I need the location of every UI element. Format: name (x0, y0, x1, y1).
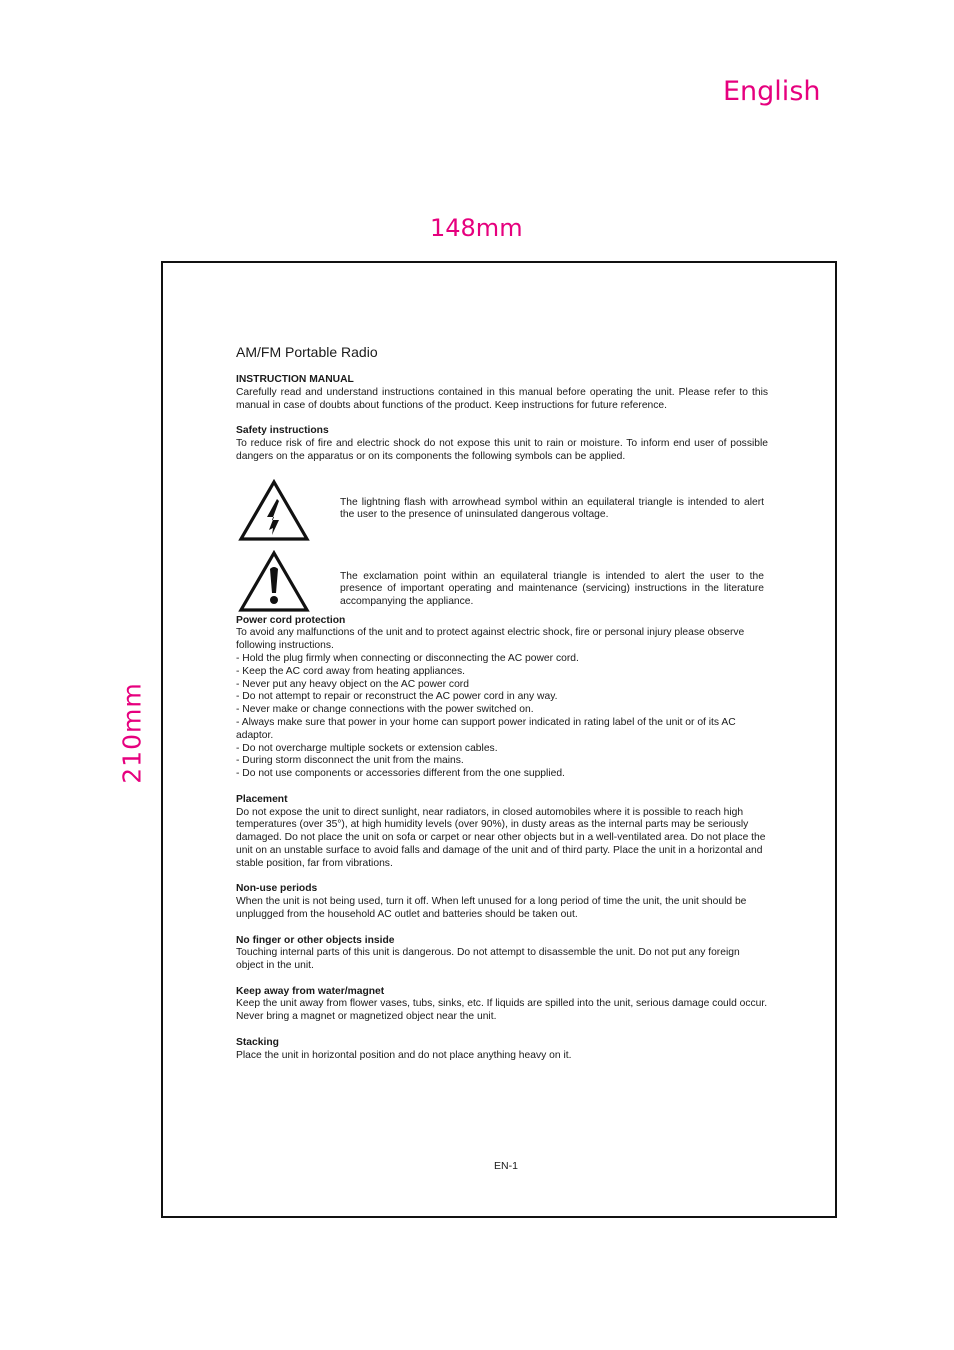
no-finger-heading: No finger or other objects inside (236, 934, 395, 946)
list-item: - Hold the plug firmly when connecting or disconnecting the AC power cord. (236, 652, 579, 664)
list-item: - Always make sure that power in your home can support power indicated in rating label of the unit or of its AC adaptor. (236, 716, 736, 741)
power-cord-text: To avoid any malfunctions of the unit and to protect against electric shock, fire or personal injury please observe following instructions. (236, 627, 745, 652)
list-item: - Do not attempt to repair or reconstruct the AC power cord in any way. (236, 691, 558, 703)
document-title: AM/FM Portable Radio (236, 344, 378, 360)
list-item: - During storm disconnect the unit from the mains. (236, 755, 464, 767)
list-item: - Do not use components or accessories different from the one supplied. (236, 768, 565, 780)
water-magnet-section (236, 986, 768, 1024)
lightning-description: The lightning flash with arrowhead symbol within an equilateral triangle is intended to alert the user to the presence of uninsulated dangerous voltage. (340, 496, 764, 521)
list-item: - Keep the AC cord away from heating appliances. (236, 665, 465, 677)
placement-heading: Placement (236, 793, 288, 805)
manual-content (236, 343, 768, 1075)
exclamation-description: The exclamation point within an equilateral triangle is intended to alert the user to the presence of important operating and maintenance (servicing) instructions in the literature accompanying the appliance. (340, 570, 764, 608)
lightning-triangle-icon (238, 479, 310, 542)
no-finger-section (236, 935, 768, 973)
width-dimension-label: 148mm (430, 214, 523, 242)
safety-text: To reduce risk of fire and electric shock do not expose this unit to rain or moisture. To inform end user of possible dangers on the apparatus or on its components the following symbols can be applied. (236, 437, 768, 462)
stacking-section (236, 1037, 768, 1063)
water-magnet-heading: Keep away from water/magnet (236, 985, 385, 997)
power-cord-section (236, 615, 768, 781)
list-item: - Never put any heavy object on the AC power cord (236, 678, 469, 690)
water-magnet-text: Keep the unit away from flower vases, tubs, sinks, etc. If liquids are spilled into the unit, serious damage could occur. (236, 998, 768, 1010)
language-label: English (723, 76, 821, 107)
placement-text: Do not expose the unit to direct sunlight, near radiators, in closed automobiles where it is possible to reach high temperatures (over 35°), at high humidity levels (over 90%), in dusty areas as the internal parts may be seriously damaged. Do not place the unit on sofa or carpet or near other objects but in a well-ventilated area. Do not place the unit on an unstable surface to avoid falls and damage of the unit and of third party. Place the unit in a horizontal and stable position, far from vibrations. (236, 806, 766, 869)
stacking-heading: Stacking (236, 1036, 279, 1048)
no-finger-text: Touching internal parts of this unit is dangerous. Do not attempt to disassemble the unit. Do not put any foreign object in the unit. (236, 947, 740, 972)
list-item: - Never make or change connections with the power switched on. (236, 704, 534, 716)
exclamation-triangle-icon (238, 550, 310, 613)
safety-section (236, 425, 768, 614)
height-dimension-label: 210mm (117, 682, 147, 784)
symbol-row-exclamation (236, 549, 768, 615)
page-number: EN-1 (494, 1160, 518, 1172)
intro-text: Carefully read and understand instructions contained in this manual before operating the unit. Please refer to this manual in case of doubts about functions of the product. Keep instructions for future reference. (236, 386, 768, 411)
symbol-row-lightning (236, 479, 768, 549)
safety-heading: Safety instructions (236, 425, 329, 437)
placement-section (236, 794, 768, 871)
power-cord-heading: Power cord protection (236, 614, 346, 626)
magnet-text: Never bring a magnet or magnetized object near the unit. (236, 1011, 497, 1023)
non-use-section (236, 883, 768, 921)
intro-section (236, 374, 768, 412)
intro-heading: INSTRUCTION MANUAL (236, 374, 354, 385)
non-use-text: When the unit is not being used, turn it off. When left unused for a long period of time the unit, the unit should be unplugged from the household AC outlet and batteries should be taken out. (236, 896, 747, 920)
power-cord-list (236, 653, 768, 781)
non-use-heading: Non-use periods (236, 883, 318, 895)
stacking-text: Place the unit in horizontal position and do not place anything heavy on it. (236, 1049, 572, 1061)
list-item: - Do not overcharge multiple sockets or extension cables. (236, 742, 498, 754)
